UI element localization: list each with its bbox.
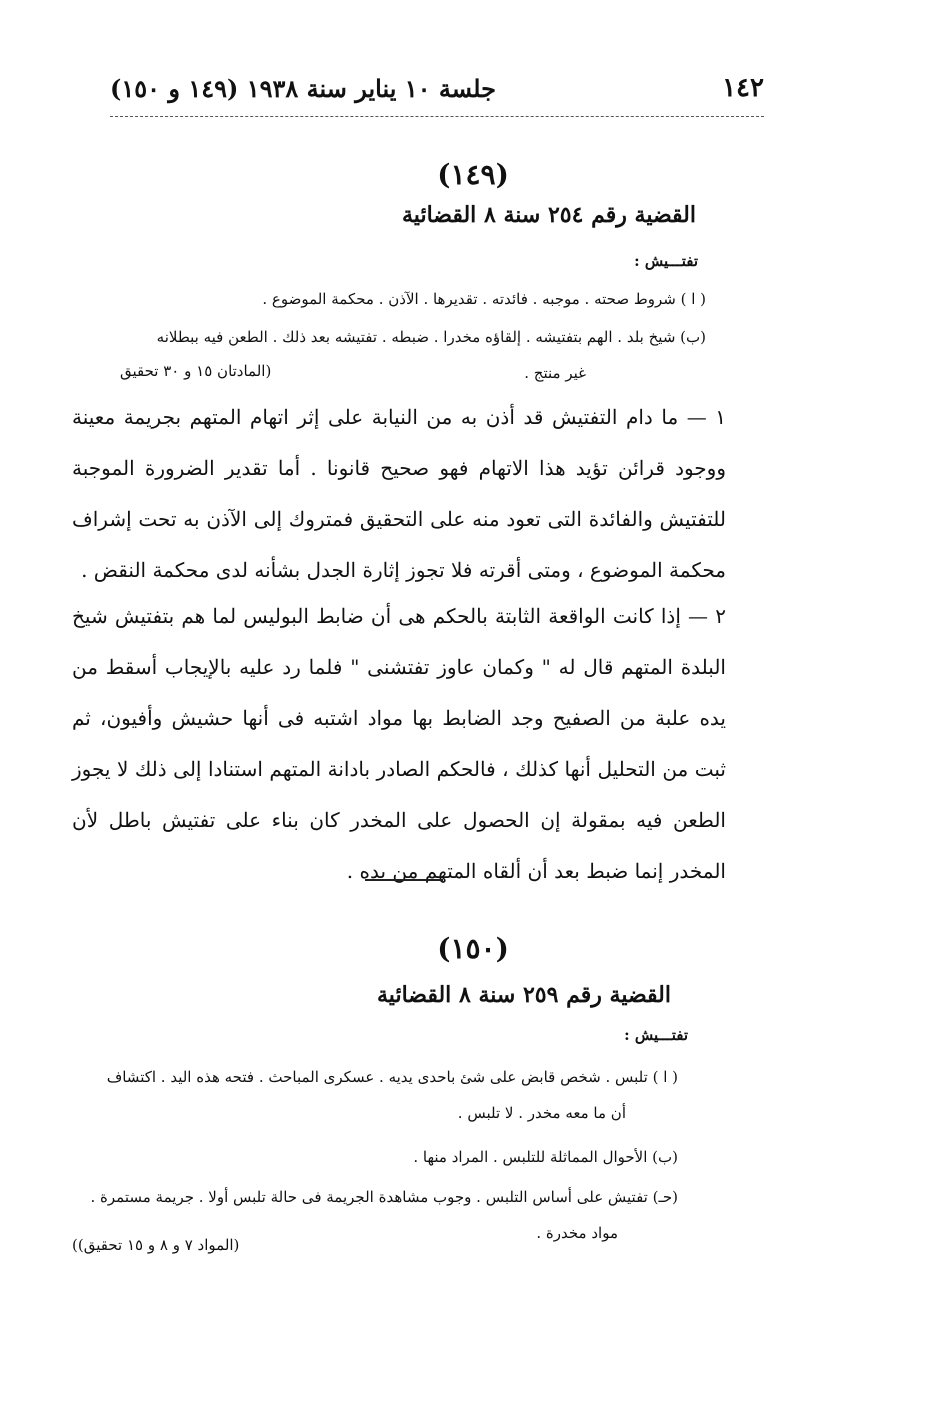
case-150-title: القضية رقم ٢٥٩ سنة ٨ القضائية — [377, 982, 671, 1008]
page-number: ١٤٢ — [722, 73, 764, 103]
page-header — [110, 68, 764, 108]
case-149-paragraph-1: ١ — ما دام التفتيش قد أذن به من النيابة على إثر اتهام المتهم بجريمة معينة ووجود قرائن تؤيد هذا الاتهام فهو صحيح قانونا . أما تقدير الضرورة الموجبة للتفتيش والفائدة التى تعود منه على التحقيق فمتروك إلى الآذن به تحت إشراف محكمة الموضوع ، ومتى أقرته فلا تجوز إثارة الجدل بشأنه لدى محكمة النقض . — [72, 405, 726, 582]
case-150-syllabus-b: (ب) الأحوال المماثلة للتلبس . المراد منها . — [413, 1148, 678, 1166]
case-150-syllabus-c: (حـ) تفتيش على أساس التلبس . وجوب مشاهدة الجريمة فى حالة تلبس أولا . جريمة مستمرة . — [90, 1188, 678, 1206]
case-150-syllabus-a: ( ا ) تلبس . شخص قابض على شئ باحدى يديه . عسكرى المباحث . فتحه هذه اليد . اكتشاف — [106, 1068, 678, 1086]
header-title: جلسة ١٠ يناير سنة ١٩٣٨ (١٤٩ و ١٥٠) — [110, 73, 496, 103]
case-149-title: القضية رقم ٢٥٤ سنة ٨ القضائية — [402, 202, 696, 228]
case-149-syllabus-a: ( ا ) شروط صحته . موجبه . فائدته . تقديرها . الآذن . محكمة الموضوع . — [262, 290, 706, 308]
case-150-syllabus-c2: مواد مخدرة . — [536, 1224, 618, 1242]
case-149-number: (١٤٩) — [437, 158, 509, 191]
header-rule — [110, 116, 764, 117]
case-149-law-ref: (المادتان ١٥ و ٣٠ تحقيق — [120, 362, 272, 380]
case-150-syllabus-a2: أن ما معه مخدر . لا تلبس . — [457, 1104, 626, 1122]
case-149-syllabus-b2: غير منتج . — [524, 364, 586, 382]
case-149-subject: تفتـــيش : — [634, 252, 698, 270]
case-150-subject: تفتـــيش : — [624, 1026, 688, 1044]
section-divider — [365, 879, 443, 881]
case-150-number: (١٥٠) — [437, 932, 509, 965]
case-149-paragraph-2: ٢ — إذا كانت الواقعة الثابتة بالحكم هى أن ضابط البوليس لما هم بتفتيش شيخ البلدة المتهم قال له " وكمان عاوز تفتشنى " فلما رد عليه بالإيجاب أسقط من يده علبة من الصفيح وجد الضابط بها مواد اشتبه فى أنها حشيش وأفيون، ثم ثبت من التحليل أنها كذلك ، فالحكم الصادر بادانة المتهم استنادا إلى ذلك لا يجوز الطعن فيه بمقولة إن الحصول على المخدر كان بناء على تفتيش باطل لأن المخدر إنما ضبط بعد أن ألقاه المتهم من يده . — [72, 604, 726, 883]
case-150-law-ref: (المواد ٧ و ٨ و ١٥ تحقيق)) — [72, 1236, 240, 1254]
case-149-syllabus-b: (ب) شيخ بلد . الهم بتفتيشه . إلقاؤه مخدرا . ضبطه . تفتيشه بعد ذلك . الطعن فيه ببطلانه — [156, 328, 706, 346]
